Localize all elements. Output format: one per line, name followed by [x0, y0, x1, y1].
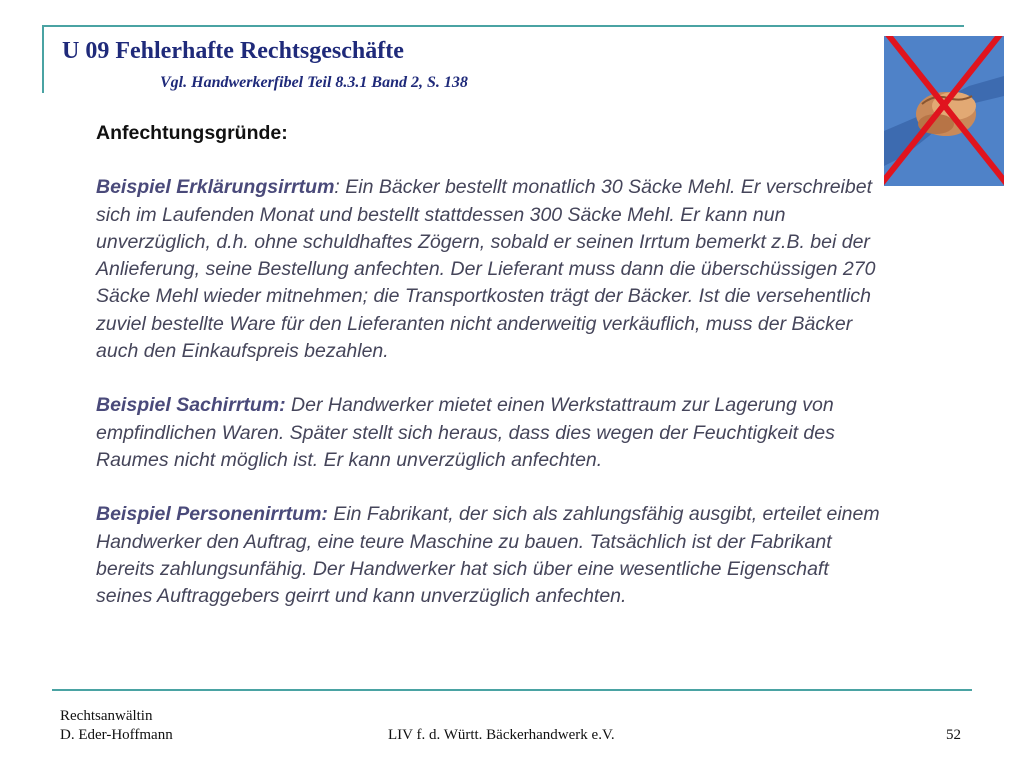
footer-divider [52, 689, 972, 691]
handshake-crossed-out-icon [884, 36, 1004, 186]
example-lead: Beispiel Erklärungsirrtum [96, 176, 335, 199]
footer-organization: LIV f. d. Württ. Bäckerhandwerk e.V. [388, 727, 615, 743]
author-title: Rechtsanwältin [60, 708, 153, 724]
example-body: : Ein Bäcker bestellt monatlich 30 Säcke Mehl. Er verschreibet sich im Laufenden Monat und bestellt stattdessen 300 Säcke Mehl. Er kann nun unverzüglich, d.h. ohne schuldhaftes Zögern, sobald er seinen Irrtum bemerkt z.B. bei der Anlieferung, seine Bestellung anfechten. Der Lieferant muss dann die überschüssigen 270 Säcke Mehl wieder mitnehmen; die Transportkosten trägt der Bäcker. Ist die versehentlich zuviel bestellte Ware für den Lieferanten nicht anderweitig verkäuflich, muss der Bäcker auch den Einkaufspreis bezahlen. [96, 176, 876, 363]
slide-title: U 09 Fehlerhafte Rechtsgeschäfte [62, 38, 404, 64]
example-lead: Beispiel Personenirrtum: [96, 503, 328, 526]
section-heading: Anfechtungsgründe: [96, 122, 288, 144]
example-paragraph-property-error [96, 392, 886, 474]
footer-author [60, 707, 173, 745]
example-paragraph-declaration-error [96, 174, 886, 365]
example-paragraph-person-error [96, 501, 886, 610]
slide-content [96, 120, 886, 637]
page-number: 52 [946, 727, 961, 743]
example-lead: Beispiel Sachirrtum: [96, 394, 286, 417]
author-name: D. Eder-Hoffmann [60, 727, 173, 743]
slide-subtitle: Vgl. Handwerkerfibel Teil 8.3.1 Band 2, S. 138 [160, 74, 468, 91]
top-frame-line [42, 25, 964, 27]
example-body: Der Handwerker mietet einen Werkstattraum zur Lagerung von empfindlichen Waren. Später stellt sich heraus, dass dies wegen der Feuchtigkeit des Raumes nicht möglich ist. Er kann unverzüglich anfechten. [96, 394, 835, 471]
left-frame-line [42, 25, 44, 93]
example-body: Ein Fabrikant, der sich als zahlungsfähig ausgibt, erteilet einem Handwerker den Auftrag, eine teure Maschine zu bauen. Tatsächlich ist der Fabrikant bereits zahlungsunfähig. Der Handwerker hat sich über eine wesentliche Eigenschaft seines Auftraggebers geirrt und kann unverzüglich anfechten. [96, 503, 880, 608]
